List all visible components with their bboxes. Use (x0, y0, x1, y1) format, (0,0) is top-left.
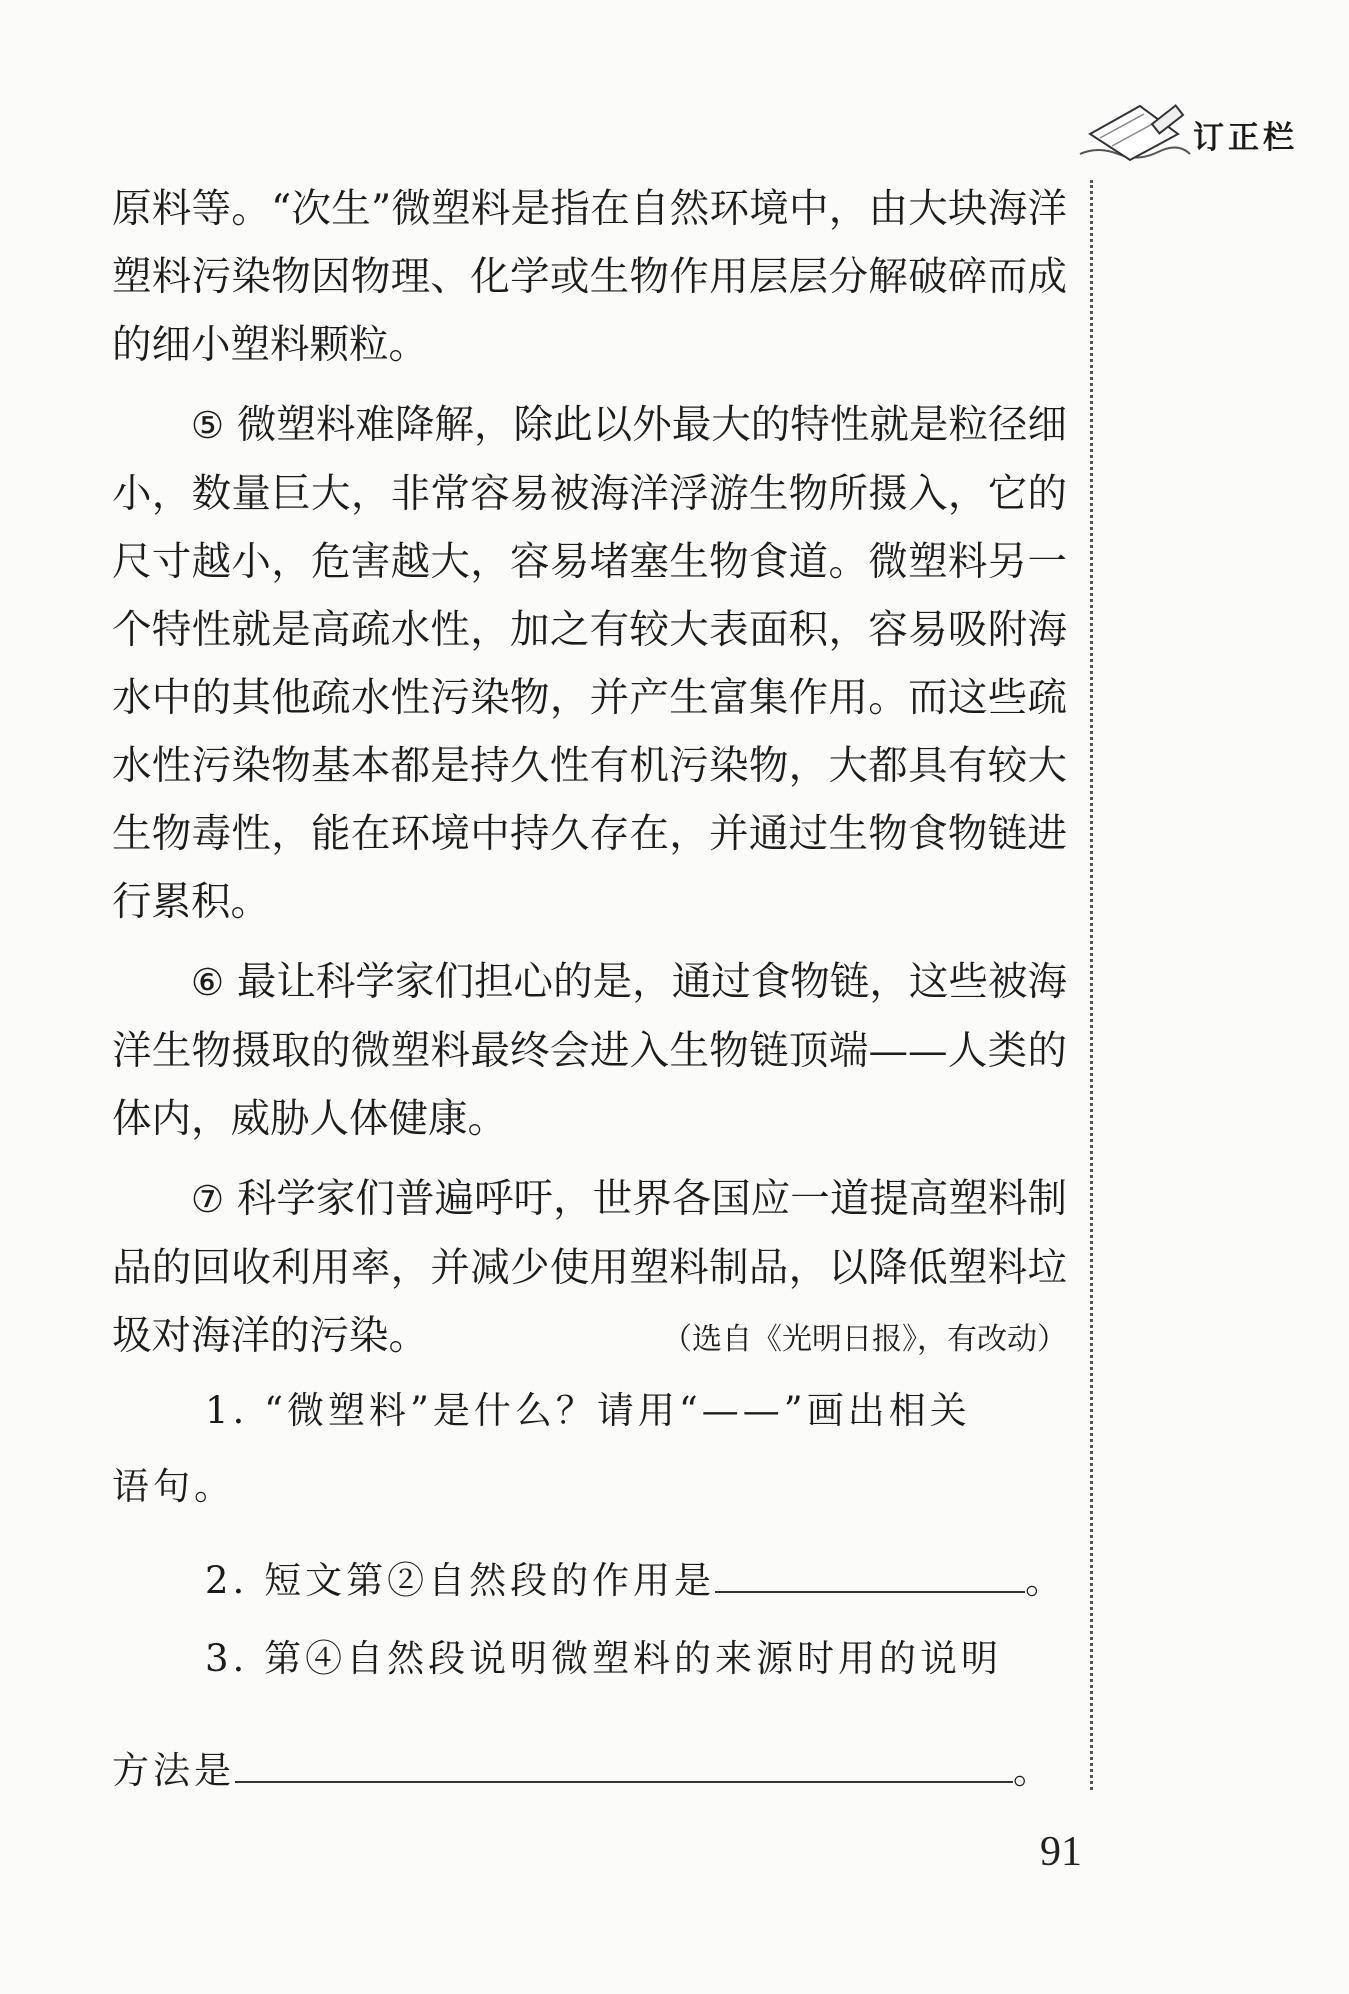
question-2-text: 2. 短文第②自然段的作用是 (205, 1559, 716, 1602)
reading-passage (112, 175, 1067, 1374)
paragraph-text: 最让科学家们担心的是，通过食物链，这些被海洋生物摄取的微塑料最终会进入生物链顶端——人类的体内，威胁人体健康。 (112, 959, 1068, 1142)
question-1-line-2: 语句。 (112, 1465, 235, 1508)
paragraph-number: ⑦ (191, 1178, 225, 1221)
paragraph-text: 微塑料难降解，除此以外最大的特性就是粒径细小，数量巨大，非常容易被海洋浮游生物所摄入，它的尺寸越小，危害越大，容易堵塞生物食道。微塑料另一个特性就是高疏水性，加之有较大表面积，容易吸附海水中的其他疏水性污染物，并产生富集作用。而这些疏水性污染物基本都是持久性有机污染物，大都具有较大生物毒性，能在环境中持久存在，并通过生物食物链进行累积。 (112, 402, 1068, 925)
question-3-line-2 (112, 1740, 1054, 1794)
answer-blank-3[interactable] (235, 1781, 1013, 1783)
question-2 (205, 1550, 1066, 1604)
paragraph-5 (112, 391, 1067, 936)
paragraph-6 (112, 948, 1067, 1153)
correction-column-badge (1078, 96, 1308, 166)
question-3-line-1: 3. 第④自然段说明微塑料的来源时用的说明 (205, 1637, 1003, 1680)
paragraph-7 (112, 1165, 1067, 1370)
correction-column-label: 订正栏 (1193, 120, 1298, 156)
paragraph-number: ⑤ (191, 404, 225, 447)
paragraph-text: 科学家们普遍呼吁，世界各国应一道提高塑料制品的回收利用率，并减少使用塑料制品，以降低塑料垃圾对海洋的污染。 (112, 1176, 1068, 1359)
paragraph-number: ⑥ (191, 961, 225, 1004)
question-2-end: 。 (1025, 1559, 1067, 1602)
question-3-end: 。 (1013, 1749, 1054, 1792)
question-1-line-1: 1. “微塑料”是什么？请用“——”画出相关 (205, 1389, 971, 1432)
question-3-text: 方法是 (112, 1749, 235, 1792)
pencil-icon (1078, 96, 1198, 166)
answer-blank-2[interactable] (715, 1591, 1025, 1593)
margin-divider (1090, 180, 1093, 1790)
page-number: 91 (1040, 1829, 1082, 1875)
source-citation: （选自《光明日报》，有改动） (662, 1322, 1067, 1357)
paragraph-4-continuation: 原料等。“次生”微塑料是指在自然环境中，由大块海洋塑料污染物因物理、化学或生物作用层层分解破碎而成的细小塑料颗粒。 (112, 186, 1067, 368)
